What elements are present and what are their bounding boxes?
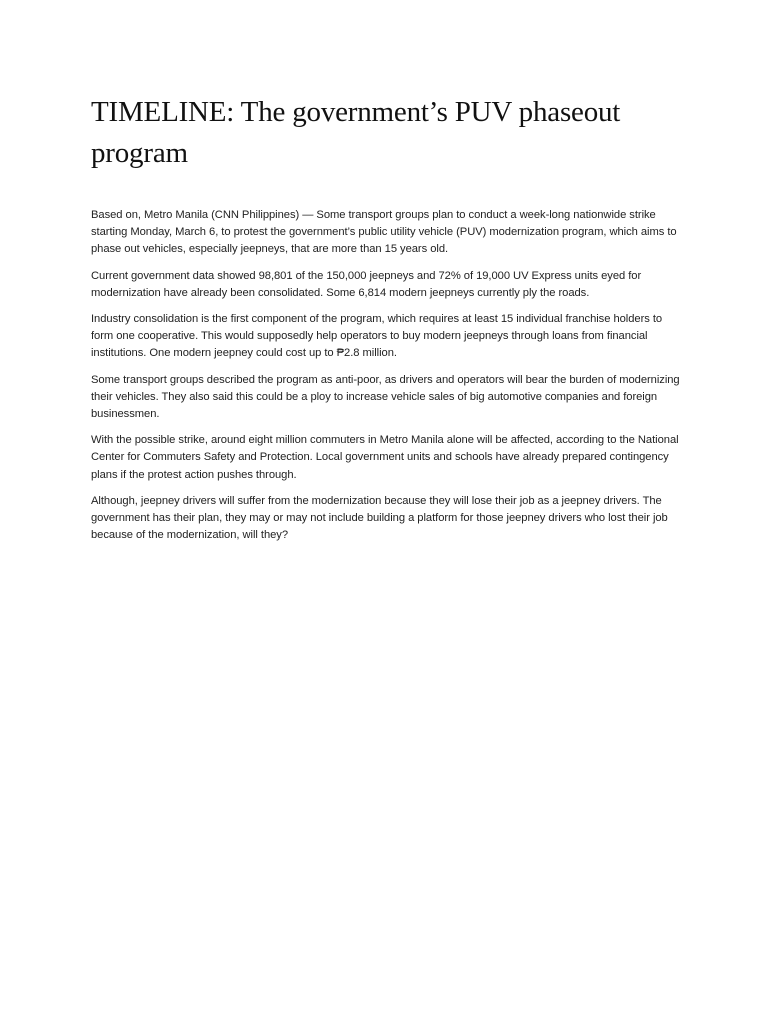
paragraph-possible-strike: With the possible strike, around eight million commuters in Metro Manila alone will be affected, according to the National Center for Commuters Safety and Protection. Local government units and schools have already prepared contingency plans if the protest action pushes through. bbox=[91, 434, 679, 481]
document-body bbox=[91, 207, 683, 553]
document-title: TIMELINE: The government’s PUV phaseout program bbox=[91, 96, 621, 169]
paragraph-intro: Based on, Metro Manila (CNN Philippines) — Some transport groups plan to conduct a week-long nationwide strike starting Monday, March 6, to protest the government’s public utility vehicle (PUV) modernization program, which aims to phase out vehicles, especially jeepneys, that are more than 15 years old. bbox=[91, 209, 677, 256]
paragraph-anti-poor: Some transport groups described the program as anti-poor, as drivers and operators will bear the burden of modernizing their vehicles. They also said this could be a ploy to increase vehicle sales of big automotive companies and foreign businessmen. bbox=[91, 373, 680, 421]
paragraph-industry-consolidation: Industry consolidation is the first component of the program, which requires at least 15 individual franchise holders to form one cooperative. This would supposedly help operators to buy modern jeepneys through loans from financial institutions. One modern jeepney could cost up to ₱2.8 million. bbox=[91, 313, 663, 360]
paragraph-government-data: Current government data showed 98,801 of the 150,000 jeepneys and 72% of 19,000 UV Express units eyed for modernization have already been consolidated. Some 6,814 modern jeepneys currently ply the roads. bbox=[91, 269, 642, 299]
paragraph-conclusion: Although, jeepney drivers will suffer from the modernization because they will lose their job as a jeepney drivers. The government has their plan, they may or may not include building a platform for those jeepney drivers who lost their job because of the modernization, will they? bbox=[91, 494, 668, 542]
